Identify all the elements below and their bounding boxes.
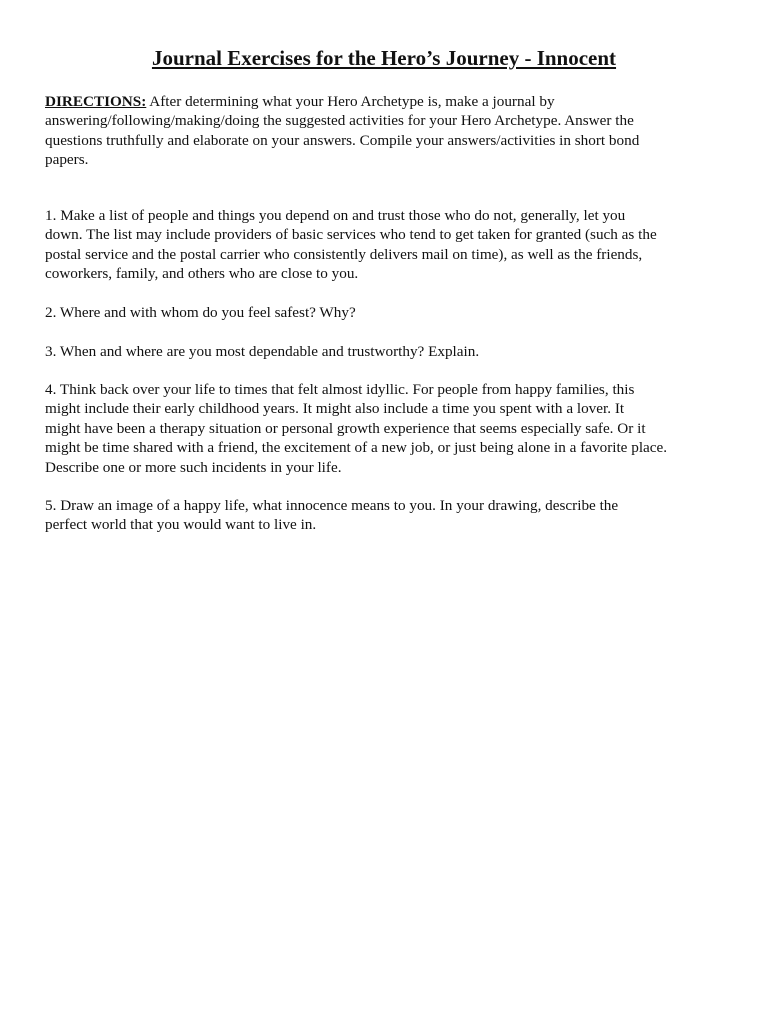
question-4-line-4: might be time shared with a friend, the excitement of a new job, or just being alone in a favorite place.: [45, 439, 668, 457]
directions-label: DIRECTIONS:: [45, 93, 147, 110]
directions-line-2: answering/following/making/doing the suggested activities for your Hero Archetype. Answer the: [45, 112, 634, 130]
question-5-line-2: perfect world that you would want to live in.: [45, 516, 317, 534]
question-5: [45, 496, 727, 535]
directions-paragraph: [45, 92, 727, 170]
directions-line-1: [45, 92, 727, 111]
question-4-line-3: might have been a therapy situation or personal growth experience that seems especially safe. Or it: [45, 419, 646, 437]
question-3-line-1: 3. When and where are you most dependable and trustworthy? Explain.: [45, 343, 480, 360]
question-4: [45, 380, 727, 477]
question-2: [45, 303, 727, 322]
question-4-line-5: Describe one or more such incidents in your life.: [45, 458, 342, 476]
question-3: [45, 342, 727, 361]
question-1-line-4: coworkers, family, and others who are close to you.: [45, 265, 359, 283]
directions-text: After determining what your Hero Archetype is, make a journal by: [146, 93, 555, 110]
question-1-line-2: down. The list may include providers of basic services who tend to get taken for granted (such as the: [45, 226, 657, 244]
question-1-line-1: 1. Make a list of people and things you depend on and trust those who do not, generally, let you: [45, 207, 626, 224]
page-title: Journal Exercises for the Hero’s Journey - Innocent: [151, 46, 617, 70]
question-5-line-1: 5. Draw an image of a happy life, what innocence means to you. In your drawing, describe the: [45, 497, 619, 514]
question-4-line-2: might include their early childhood years. It might also include a time you spent with a lover. It: [45, 400, 625, 418]
directions-line-4: papers.: [45, 151, 89, 169]
question-4-line-1: 4. Think back over your life to times that felt almost idyllic. For people from happy families, this: [45, 381, 635, 398]
question-1-line-3: postal service and the postal carrier who consistently delivers mail on time), as well as the friends,: [45, 245, 643, 263]
directions-line-3: questions truthfully and elaborate on your answers. Compile your answers/activities in short bond: [45, 131, 640, 149]
question-1: [45, 206, 727, 284]
question-2-line-1: 2. Where and with whom do you feel safest? Why?: [45, 304, 356, 321]
